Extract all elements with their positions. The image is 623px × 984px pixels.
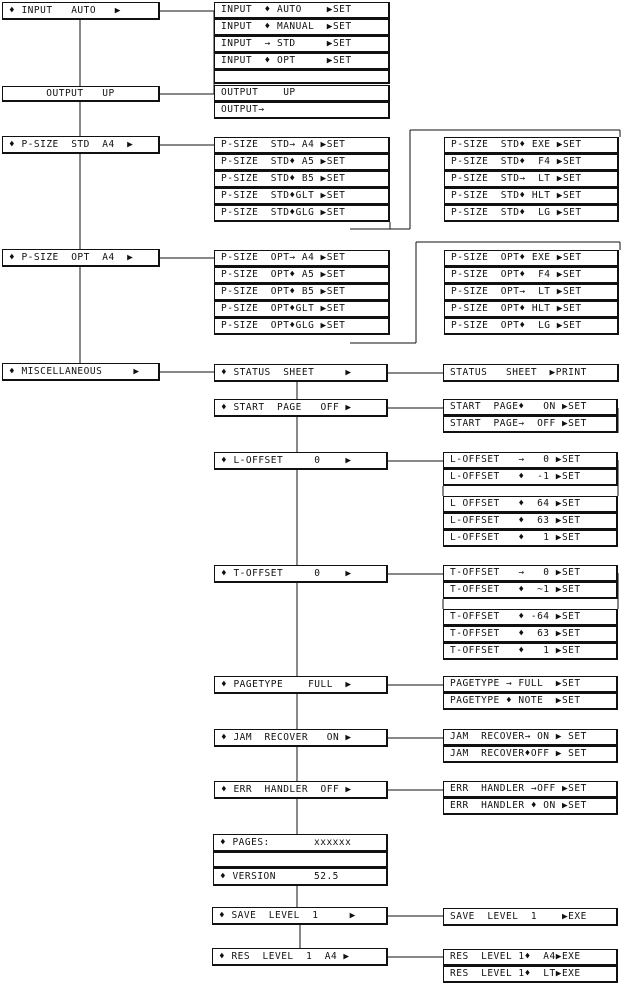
misc-res-level: ♦ RES LEVEL 1 A4 ▶ — [212, 948, 388, 966]
option-res-level-a4: RES LEVEL 1♦ A4▶EXE — [443, 949, 618, 966]
misc-jam-recover: ♦ JAM RECOVER ON ▶ — [214, 729, 388, 747]
pages-label: ♦ PAGES: — [220, 836, 270, 848]
option-psize-opt-glg: P-SIZE OPT♦GLG ▶SET — [214, 318, 390, 335]
option-t-offset-minus1: T-OFFSET ♦ ~1 ▶SET — [443, 582, 618, 599]
misc-l-offset: ♦ L-OFFSET 0 ▶ — [214, 452, 388, 470]
option-jam-recover-on: JAM RECOVER→ ON ▶ SET — [443, 729, 618, 746]
option-l-offset-minus1: L-OFFSET ♦ -1 ▶SET — [443, 469, 618, 486]
option-psize-opt-exe: P-SIZE OPT♦ EXE ▶SET — [444, 250, 619, 267]
option-psize-std-lg: P-SIZE STD♦ LG ▶SET — [444, 205, 619, 222]
misc-version — [213, 868, 388, 886]
misc-start-page: ♦ START PAGE OFF ▶ — [214, 399, 388, 417]
misc-t-offset: ♦ T-OFFSET 0 ▶ — [214, 565, 388, 583]
option-psize-std-glg: P-SIZE STD♦GLG ▶SET — [214, 205, 390, 222]
option-input-manual: INPUT ♦ MANUAL ▶SET — [214, 19, 390, 36]
option-l-offset-63: L-OFFSET ♦ 63 ▶SET — [443, 513, 618, 530]
option-psize-opt-a5: P-SIZE OPT♦ A5 ▶SET — [214, 267, 390, 284]
option-psize-opt-f4: P-SIZE OPT♦ F4 ▶SET — [444, 267, 619, 284]
option-input-opt: INPUT ♦ OPT ▶SET — [214, 53, 390, 70]
option-l-offset-1: L-OFFSET ♦ 1 ▶SET — [443, 530, 618, 547]
option-l-offset-0: L-OFFSET → 0 ▶SET — [443, 452, 618, 469]
option-psize-opt-hlt: P-SIZE OPT♦ HLT ▶SET — [444, 301, 619, 318]
option-psize-std-hlt: P-SIZE STD♦ HLT ▶SET — [444, 188, 619, 205]
version-value: 52.5 — [314, 870, 339, 882]
menu-psize-std: ♦ P-SIZE STD A4 ▶ — [2, 136, 160, 154]
option-psize-opt-glt: P-SIZE OPT♦GLT ▶SET — [214, 301, 390, 318]
option-save-level-exe: SAVE LEVEL 1 ▶EXE — [443, 908, 618, 926]
option-psize-std-a4: P-SIZE STD→ A4 ▶SET — [214, 137, 390, 154]
option-psize-opt-a4: P-SIZE OPT→ A4 ▶SET — [214, 250, 390, 267]
option-t-offset-0: T-OFFSET → 0 ▶SET — [443, 565, 618, 582]
menu-input: ♦ INPUT AUTO ▶ — [2, 2, 160, 20]
option-input-std: INPUT → STD ▶SET — [214, 36, 390, 53]
option-pagetype-note: PAGETYPE ♦ NOTE ▶SET — [443, 693, 618, 710]
option-psize-std-lt: P-SIZE STD→ LT ▶SET — [444, 171, 619, 188]
option-pagetype-full: PAGETYPE → FULL ▶SET — [443, 676, 618, 693]
option-t-offset-minus64: T-OFFSET ♦ -64 ▶SET — [443, 609, 618, 626]
option-err-handler-on: ERR HANDLER ♦ ON ▶SET — [443, 798, 618, 815]
option-t-offset-1: T-OFFSET ♦ 1 ▶SET — [443, 643, 618, 660]
misc-pages — [213, 834, 388, 852]
option-err-handler-off: ERR HANDLER →OFF ▶SET — [443, 781, 618, 798]
version-label: ♦ VERSION — [220, 870, 276, 882]
misc-err-handler: ♦ ERR HANDLER OFF ▶ — [214, 781, 388, 799]
option-res-level-lt: RES LEVEL 1♦ LT▶EXE — [443, 966, 618, 983]
option-psize-std-f4: P-SIZE STD♦ F4 ▶SET — [444, 154, 619, 171]
option-jam-recover-off: JAM RECOVER♦OFF ▶ SET — [443, 746, 618, 763]
option-t-offset-63: T-OFFSET ♦ 63 ▶SET — [443, 626, 618, 643]
option-psize-std-glt: P-SIZE STD♦GLT ▶SET — [214, 188, 390, 205]
menu-miscellaneous: ♦ MISCELLANEOUS ▶ — [2, 363, 160, 381]
option-start-page-off: START PAGE→ OFF ▶SET — [443, 416, 618, 433]
option-psize-opt-lg: P-SIZE OPT♦ LG ▶SET — [444, 318, 619, 335]
option-start-page-on: START PAGE♦ ON ▶SET — [443, 399, 618, 416]
menu-psize-opt: ♦ P-SIZE OPT A4 ▶ — [2, 249, 160, 267]
menu-output: OUTPUT UP — [2, 86, 160, 102]
misc-pagetype: ♦ PAGETYPE FULL ▶ — [214, 676, 388, 694]
option-input-blank — [214, 70, 390, 84]
option-psize-std-exe: P-SIZE STD♦ EXE ▶SET — [444, 137, 619, 154]
option-output-up: OUTPUT UP — [214, 85, 390, 102]
option-input-auto: INPUT ♦ AUTO ▶SET — [214, 2, 390, 19]
misc-save-level: ♦ SAVE LEVEL 1 ▶ — [212, 907, 388, 925]
option-output-other: OUTPUT→ — [214, 102, 390, 119]
misc-status-sheet: ♦ STATUS SHEET ▶ — [214, 364, 388, 382]
option-l-offset-64: L OFFSET ♦ 64 ▶SET — [443, 496, 618, 513]
option-psize-std-a5: P-SIZE STD♦ A5 ▶SET — [214, 154, 390, 171]
pages-value: xxxxxx — [314, 836, 352, 848]
option-psize-opt-lt: P-SIZE OPT→ LT ▶SET — [444, 284, 619, 301]
option-psize-opt-b5: P-SIZE OPT♦ B5 ▶SET — [214, 284, 390, 301]
option-status-sheet-print: STATUS SHEET ▶PRINT — [443, 364, 619, 382]
misc-blank-row — [213, 852, 388, 868]
option-psize-std-b5: P-SIZE STD♦ B5 ▶SET — [214, 171, 390, 188]
